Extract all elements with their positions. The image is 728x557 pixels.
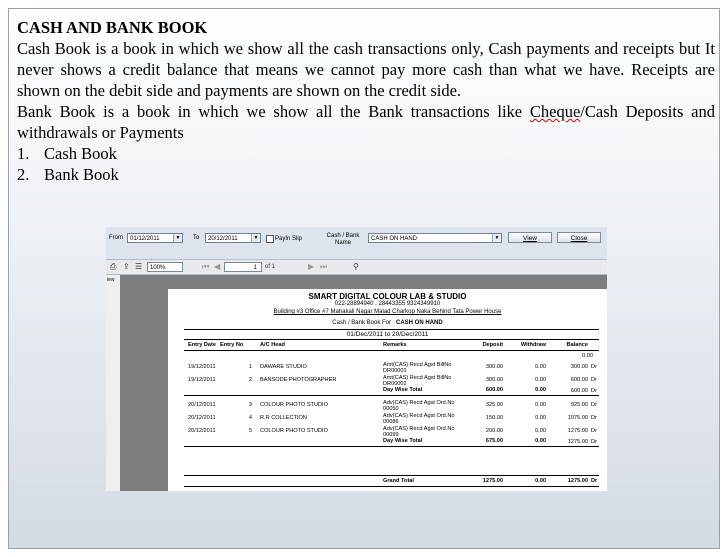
- from-date-value: 01/12/2011: [130, 236, 160, 242]
- list-label: Bank Book: [44, 165, 119, 184]
- group-tree-panel: [106, 275, 120, 491]
- header-withdraw: Withdraw: [520, 342, 546, 348]
- row-entry-date: 20/12/2011: [188, 415, 216, 421]
- chevron-down-icon[interactable]: ▼: [251, 234, 260, 242]
- to-date-picker[interactable]: [205, 233, 261, 243]
- row-drcr: Dr: [591, 364, 597, 370]
- day-total-label: Day Wise Total: [383, 387, 423, 393]
- cash-bank-name-label: Cash / Bank Name: [326, 233, 360, 246]
- row-remarks: Amt(CAS) Recd Agst BillNo DR00001: [383, 362, 452, 374]
- row-ac-head: COLOUR PHOTO STUDIO: [260, 402, 328, 408]
- next-page-icon[interactable]: ▶: [308, 262, 315, 271]
- chevron-down-icon[interactable]: ▼: [492, 234, 501, 242]
- export-icon[interactable]: ⇪: [123, 262, 130, 271]
- row-balance: 1075.00: [567, 415, 588, 421]
- list-item: [17, 164, 715, 185]
- list-label: Cash Book: [44, 144, 117, 163]
- header-balance: Balance: [566, 342, 588, 348]
- row-entry-no: 4: [248, 415, 252, 421]
- book-label: Cash / Bank Book For: [332, 320, 391, 326]
- day-total-drcr: Dr: [591, 388, 597, 394]
- grand-total-withdraw: 0.00: [535, 478, 546, 484]
- book-heading: [168, 320, 607, 326]
- page-current: 1: [253, 265, 257, 271]
- row-ac-head: R.R COLLECTION: [260, 415, 307, 421]
- chevron-down-icon[interactable]: ▼: [173, 234, 182, 242]
- search-icon[interactable]: ⚲: [353, 262, 359, 271]
- row-deposit: 300.00: [485, 364, 503, 370]
- page-number-input[interactable]: [224, 262, 262, 272]
- row-ac-head: BANSODE PHOTOGRAPHER: [260, 377, 337, 383]
- row-withdraw: 0.00: [535, 415, 546, 421]
- header-ac-head: A/C Head: [260, 342, 285, 348]
- opening-balance: 0.00: [582, 353, 593, 359]
- spellcheck-word: Cheque: [529, 102, 581, 121]
- gutter-label: iew: [107, 277, 115, 283]
- payin-slip-label: PayIn Slip: [275, 236, 303, 242]
- row-drcr: Dr: [591, 428, 597, 434]
- list-number: 1.: [17, 144, 30, 163]
- report-period: 01/Dec/2011 to 20/Dec/2011: [346, 331, 429, 338]
- day-total-deposit: 600.00: [485, 387, 503, 393]
- grand-total-label: Grand Total: [383, 478, 414, 484]
- preview-background: [120, 275, 166, 491]
- cash-bank-value: CASH ON HAND: [371, 236, 418, 242]
- row-entry-no: 5: [248, 428, 252, 434]
- row-entry-no: 3: [248, 402, 252, 408]
- row-withdraw: 0.00: [535, 364, 546, 370]
- to-date-value: 20/12/2011: [208, 236, 238, 242]
- row-balance: 925.00: [570, 402, 588, 408]
- paragraph-bank-book: [17, 101, 715, 143]
- row-deposit: 200.00: [485, 428, 503, 434]
- para2-part2: /Cash Deposits and withdrawals or Payments: [17, 102, 715, 142]
- to-label: To: [193, 235, 200, 241]
- report-viewer-app: [106, 227, 607, 491]
- row-balance: 300.00: [570, 364, 588, 370]
- slide-text: [17, 17, 715, 185]
- row-remarks: Amt(CAS) Recd Agst BillNo DR00002: [383, 375, 452, 387]
- day-total-balance: 600.00: [570, 388, 588, 394]
- row-ac-head: DAWARE STUDIO: [260, 364, 307, 370]
- paragraph-cash-book: Cash Book is a book in which we show all the cash transactions only, Cash payments and receipts but It never shows a credit balance that means we cannot pay more cash than what we have. Receipts are shown on the debit side and payments are shown on the credit side.: [17, 39, 715, 100]
- row-withdraw: 0.00: [535, 428, 546, 434]
- header-entry-date: Entry Date: [188, 342, 216, 348]
- day-total-label: Day Wise Total: [383, 438, 423, 444]
- list-number: 2.: [17, 165, 30, 184]
- from-label: From: [109, 235, 123, 241]
- zoom-select[interactable]: [147, 262, 183, 272]
- page-total: of 1: [265, 264, 276, 270]
- row-entry-no: 2: [248, 377, 252, 383]
- row-entry-no: 1: [248, 364, 252, 370]
- first-page-icon[interactable]: ⏮: [202, 262, 210, 271]
- row-entry-date: 20/12/2011: [188, 428, 216, 434]
- row-remarks: Adv(CAS) Recd Agst Ord.No 00099: [383, 426, 455, 438]
- slide-title: CASH AND BANK BOOK: [17, 18, 208, 37]
- filter-bar: [106, 227, 607, 260]
- header-remarks: Remarks: [383, 342, 407, 348]
- row-balance: 1275.00: [567, 428, 588, 434]
- report-toolbar: [106, 260, 607, 275]
- day-total-deposit: 675.00: [485, 438, 503, 444]
- row-ac-head: COLOUR PHOTO STUDIO: [260, 428, 328, 434]
- view-button[interactable]: View: [508, 232, 552, 243]
- row-drcr: Dr: [591, 415, 597, 421]
- company-phones: 022-28894940 , 28443355 9324349910: [334, 301, 441, 307]
- payin-slip-checkbox[interactable]: [266, 235, 274, 243]
- zoom-value: 100%: [150, 265, 166, 271]
- book-name: CASH ON HAND: [396, 320, 443, 326]
- prev-page-icon[interactable]: ◀: [214, 262, 221, 271]
- row-withdraw: 0.00: [535, 402, 546, 408]
- company-address: Building #3 Office #7 Mahakali Nagar Malad Charkop Naka Behind Tata Power House: [273, 309, 502, 315]
- row-withdraw: 0.00: [535, 377, 546, 383]
- day-total-balance: 1275.00: [567, 439, 588, 445]
- header-entry-no: Entry No: [220, 342, 244, 348]
- row-entry-date: 19/12/2011: [188, 377, 216, 383]
- cash-bank-select[interactable]: [368, 233, 502, 243]
- report-page: [168, 289, 607, 491]
- row-deposit: 300.00: [485, 377, 503, 383]
- day-total-withdraw: 0.00: [535, 438, 546, 444]
- header-deposit: Deposit: [482, 342, 503, 348]
- row-remarks: Adv(CAS) Recd Agst Ord.No 00086: [383, 413, 455, 425]
- day-total-withdraw: 0.00: [535, 387, 546, 393]
- row-remarks: Adv(CAS) Recd Agst Ord.No 00050: [383, 400, 455, 412]
- para2-part1: Bank Book is a book in which we show all the Bank transactions like: [17, 102, 530, 121]
- row-deposit: 150.00: [485, 415, 503, 421]
- grand-total-balance: 1275.00: [567, 478, 588, 484]
- print-icon[interactable]: ⎙: [110, 262, 117, 271]
- grand-total-deposit: 1275.00: [482, 478, 503, 484]
- row-drcr: Dr: [591, 402, 597, 408]
- row-drcr: Dr: [591, 377, 597, 383]
- row-entry-date: 19/12/2011: [188, 364, 216, 370]
- slide: [8, 8, 720, 549]
- row-deposit: 325.00: [485, 402, 503, 408]
- row-balance: 600.00: [570, 377, 588, 383]
- book-list: [17, 143, 715, 185]
- close-button[interactable]: Close: [557, 232, 601, 243]
- from-date-picker[interactable]: [127, 233, 183, 243]
- grand-total-drcr: Dr: [591, 478, 598, 484]
- row-entry-date: 20/12/2011: [188, 402, 216, 408]
- day-total-drcr: Dr: [591, 439, 597, 445]
- last-page-icon[interactable]: ⏭: [320, 262, 328, 271]
- company-name: SMART DIGITAL COLOUR LAB & STUDIO: [308, 292, 467, 301]
- list-item: [17, 143, 715, 164]
- toggle-tree-icon[interactable]: ☰: [135, 262, 143, 271]
